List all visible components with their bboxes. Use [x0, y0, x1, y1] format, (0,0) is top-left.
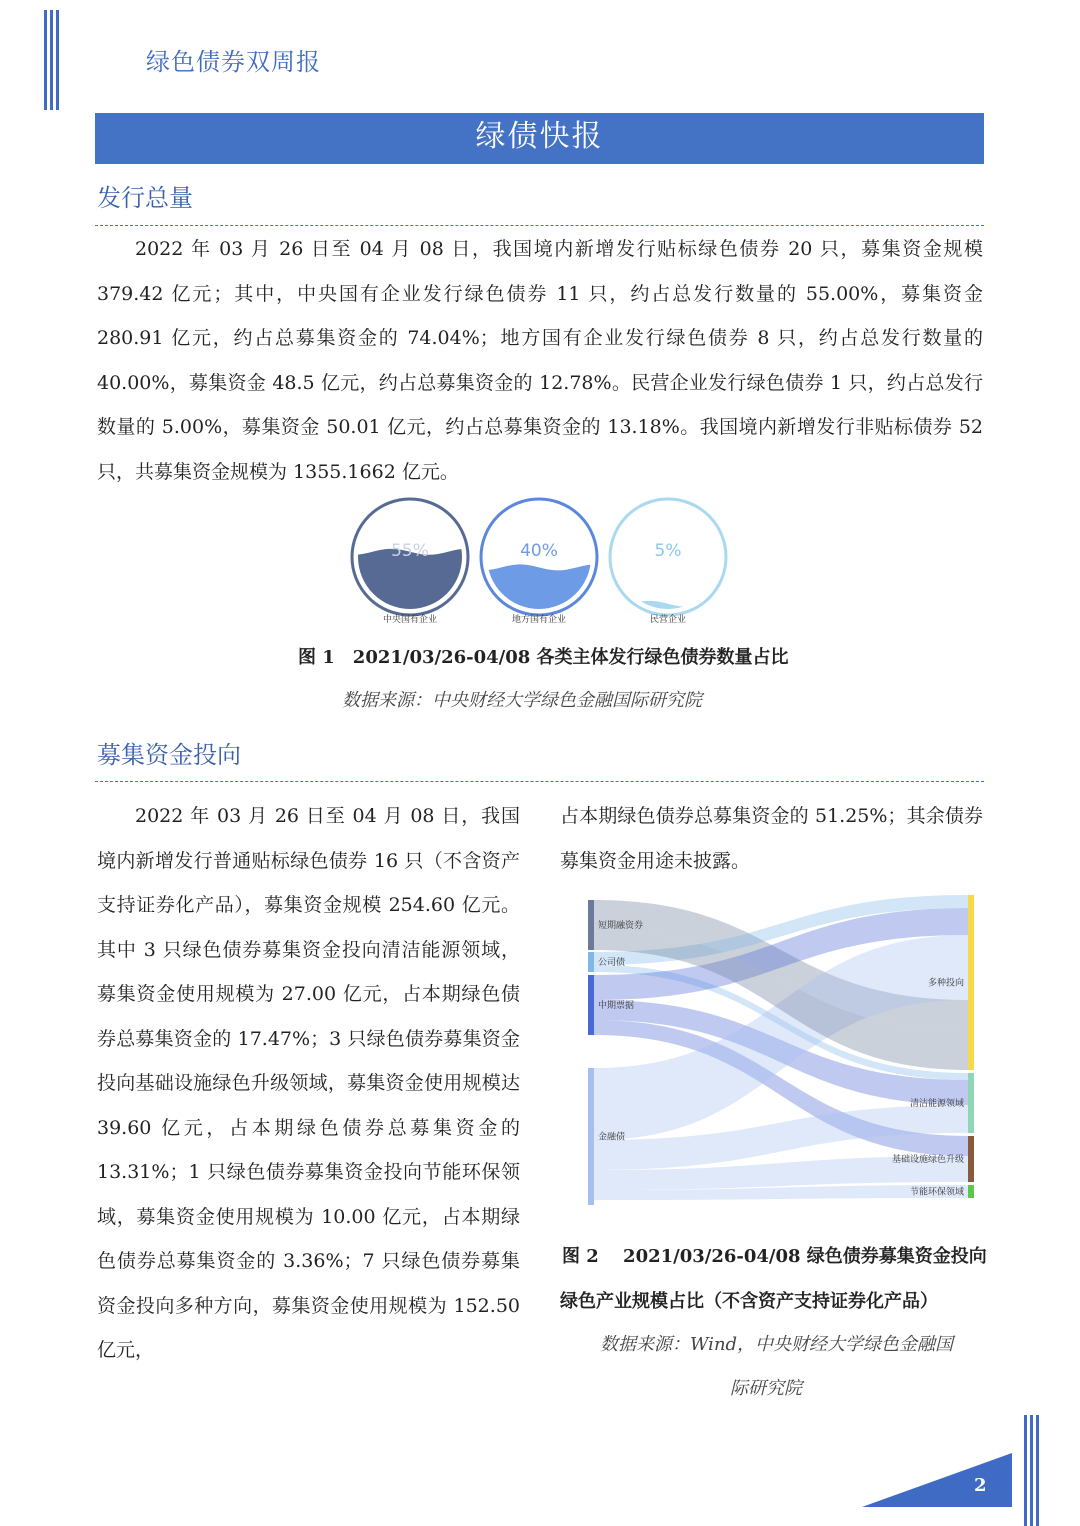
gauge-percent-label: 55%: [391, 541, 429, 561]
sankey-source-node: [588, 952, 594, 972]
gauge-category-label: 地方国有企业: [511, 615, 567, 625]
proceeds-paragraph-right: 占本期绿色债券总募集资金的 51.25%；其余债券募集资金用途未披露。: [560, 805, 983, 872]
sankey-source-label: 金融债: [598, 1132, 626, 1143]
sankey-target-node: [968, 895, 974, 1070]
gauge-percent-label: 40%: [520, 541, 558, 561]
gauge-category-label: 中央国有企业: [382, 615, 438, 625]
section-title-issuance: 发行总量: [97, 184, 193, 212]
sankey-source-node: [588, 1068, 594, 1205]
footer-bar-3: [1036, 1415, 1039, 1526]
sankey-target-node: [968, 1136, 974, 1182]
sankey-source-node: [588, 975, 594, 1035]
figure2-caption-line1: 图 2 2021/03/26-04/08 绿色债券募集资金投向: [562, 1246, 987, 1267]
sankey-target-label: 基础设施绿色升级: [891, 1155, 964, 1165]
sankey-target-label: 节能环保领域: [909, 1187, 964, 1198]
header-bar-3: [56, 10, 59, 110]
sankey-target-node: [968, 1185, 974, 1198]
proceeds-paragraph-left: 2022 年 03 月 26 日至 04 月 08 日，我国境内新增发行普通贴标绿色债券 16 只（不含资产支持证券化产品），募集资金规模 254.60 亿元。其中 3 只绿色债券募集资金投向清洁能源领域，募集资金使用规模为 27.00 亿元，占本期绿色债券总募集资金的 17.47%；3 只绿色债券募集资金投向基础设施绿色升级领域，募集资金使用规模达 39.60 亿元，占本期绿色债券总募集资金的 13.31%；1 只绿色债券募集资金投向节能环保领域，募集资金使用规模为 10.00 亿元，占本期绿色债券总募集资金的 3.36%；7 只绿色债券募集资金投向多种方向，募集资金使用规模为 152.50 亿元，: [97, 805, 520, 1361]
gauge-3: [606, 499, 730, 625]
section-banner: 绿债快报: [95, 113, 984, 164]
header-bar-2: [50, 10, 53, 110]
footer-bar-1: [1024, 1415, 1027, 1526]
footer-triangle: [862, 1453, 1012, 1507]
sankey-source-label: 短期融资券: [598, 921, 644, 931]
report-title: 绿色债券双周报: [146, 48, 321, 76]
figure1-source: 数据来源：中央财经大学绿色金融国际研究院: [342, 690, 702, 711]
header-bar-1: [44, 10, 47, 110]
issuance-paragraph: 2022 年 03 月 26 日至 04 月 08 日，我国境内新增发行贴标绿色债券 20 只，募集资金规模 379.42 亿元；其中，中央国有企业发行绿色债券 11 只，约占总发行数量的 55.00%，募集资金 280.91 亿元，约占总募集资金的 74.04%；地方国有企业发行绿色债券 8 只，约占总发行数量的 40.00%，募集资金 48.5 亿元，约占总募集资金的 12.78%。民营企业发行绿色债券 1 只，约占总发行数量的 5.00%，募集资金 50.01 亿元，约占总募集资金的 13.18%。我国境内新增发行非贴标债券 52 只，共募集资金规模为 1355.1662 亿元。: [97, 238, 983, 483]
gauge-percent-label: 5%: [654, 541, 682, 561]
gauge-2: [477, 499, 601, 625]
figure1-caption: 图 1 2021/03/26-04/08 各类主体发行绿色债券数量占比: [298, 647, 789, 668]
sankey-source-node: [588, 900, 594, 950]
sankey-target-label: 多种投向: [927, 978, 964, 989]
gauge-1: [348, 499, 472, 625]
footer-bar-2: [1030, 1415, 1033, 1526]
issuer-share-gauges: [340, 495, 740, 630]
sankey-target-label: 清洁能源领域: [909, 1099, 964, 1109]
sankey-diagram: [580, 890, 980, 1210]
sankey-source-label: 公司债: [598, 958, 626, 968]
figure2-source-line1: 数据来源：Wind，中央财经大学绿色金融国: [600, 1334, 954, 1355]
section-divider: [95, 781, 984, 782]
page-number: 2: [974, 1475, 987, 1496]
section-divider: [95, 225, 984, 226]
figure2-source-line2: 际研究院: [730, 1378, 802, 1399]
sankey-source-label: 中期票据: [598, 1001, 635, 1011]
figure2-caption-line2: 绿色产业规模占比（不含资产支持证券化产品）: [560, 1291, 938, 1312]
gauge-category-label: 民营企业: [649, 615, 687, 625]
gauge-fill: [477, 564, 601, 619]
sankey-target-node: [968, 1073, 974, 1133]
section-title-use-of-proceeds: 募集资金投向: [97, 741, 241, 769]
